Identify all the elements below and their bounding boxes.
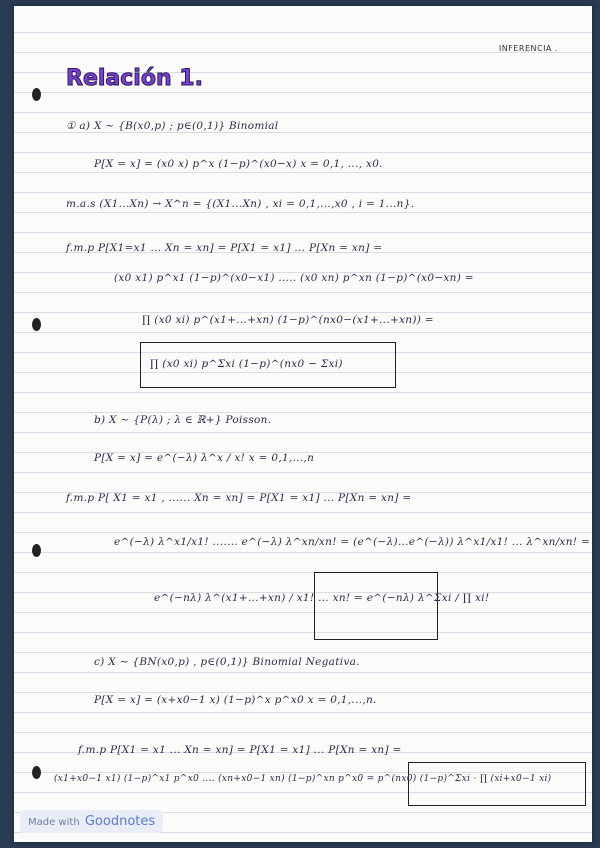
ruled-line [14,412,592,413]
page-title: Relación 1. [66,66,203,91]
ruled-line [14,192,592,193]
notebook-page [14,6,592,842]
handwritten-line: c) X ~ {BN(x0,p) , p∈(0,1)} Binomial Negativa. [94,656,360,668]
ruled-line [14,712,592,713]
binder-hole [32,766,41,779]
ruled-line [14,212,592,213]
ruled-line [14,32,592,33]
ruled-line [14,152,592,153]
result-box [408,762,586,806]
watermark-label: Made with [28,817,80,828]
handwritten-line: (x1+x0−1 x1) (1−p)^x1 p^x0 .... (xn+x0−1 xn) (1−p)^xn p^x0 = p^(nx0) (1−p)^Σxi · ∏ (xi+x0−1 xi) [54,774,552,784]
handwritten-line: P[X = x] = (x0 x) p^x (1−p)^(x0−x) x = 0,1, ..., x0. [94,158,383,170]
ruled-line [14,132,592,133]
ruled-line [14,532,592,533]
ruled-line [14,312,592,313]
ruled-line [14,512,592,513]
ruled-line [14,672,592,673]
handwritten-line: (x0 x1) p^x1 (1−p)^(x0−x1) ..... (x0 xn) p^xn (1−p)^(x0−xn) = [114,272,474,284]
result-box [314,572,438,640]
handwritten-line: f.m.p P[X1=x1 ... Xn = xn] = P[X1 = x1] ... P[Xn = xn] = [66,242,383,254]
binder-hole [32,318,41,331]
ruled-line [14,612,592,613]
page-header-tag: INFERENCIA . [498,44,558,53]
ruled-line [14,572,592,573]
handwritten-line: P[X = x] = (x+x0−1 x) (1−p)^x p^x0 x = 0,1,...,n. [94,694,377,706]
ruled-line [14,232,592,233]
handwritten-line: ① a) X ~ {B(x0,p) ; p∈(0,1)} Binomial [66,120,279,132]
ruled-line [14,292,592,293]
handwritten-line: e^(−λ) λ^x1/x1! ....... e^(−λ) λ^xn/xn! = (e^(−λ)...e^(−λ)) λ^x1/x1! ... λ^xn/xn! = [114,536,591,548]
goodnotes-logo-text: Goodnotes [84,814,156,829]
handwritten-line: f.m.p P[ X1 = x1 , ...... Xn = xn] = P[X1 = x1] ... P[Xn = xn] = [66,492,412,504]
ruled-line [14,332,592,333]
ruled-line [14,652,592,653]
binder-hole [32,544,41,557]
ruled-line [14,732,592,733]
ruled-line [14,92,592,93]
ruled-line [14,632,592,633]
ruled-line [14,172,592,173]
goodnotes-watermark [20,810,163,833]
ruled-line [14,432,592,433]
handwritten-line: e^(−nλ) λ^(x1+...+xn) / x1! ... xn! = e^(−nλ) λ^Σxi / ∏ xi! [154,592,490,604]
ruled-line [14,552,592,553]
handwritten-line: f.m.p P[X1 = x1 ... Xn = xn] = P[X1 = x1] ... P[Xn = xn] = [78,744,402,756]
binder-hole [32,88,41,101]
ruled-line [14,692,592,693]
handwritten-line: m.a.s (X1...Xn) → X^n = {(X1...Xn) , xi = 0,1,...,x0 , i = 1...n}. [66,198,415,210]
ruled-line [14,472,592,473]
handwritten-line: ∏ (x0 xi) p^Σxi (1−p)^(nx0 − Σxi) [150,358,343,370]
handwritten-line: P[X = x] = e^(−λ) λ^x / x! x = 0,1,...,n [94,452,315,464]
handwritten-line: ∏ (x0 xi) p^(x1+...+xn) (1−p)^(nx0−(x1+...+xn)) = [142,314,434,326]
handwritten-line: b) X ~ {P(λ) ; λ ∈ ℝ+} Poisson. [94,414,272,426]
ruled-line [14,112,592,113]
ruled-line [14,392,592,393]
